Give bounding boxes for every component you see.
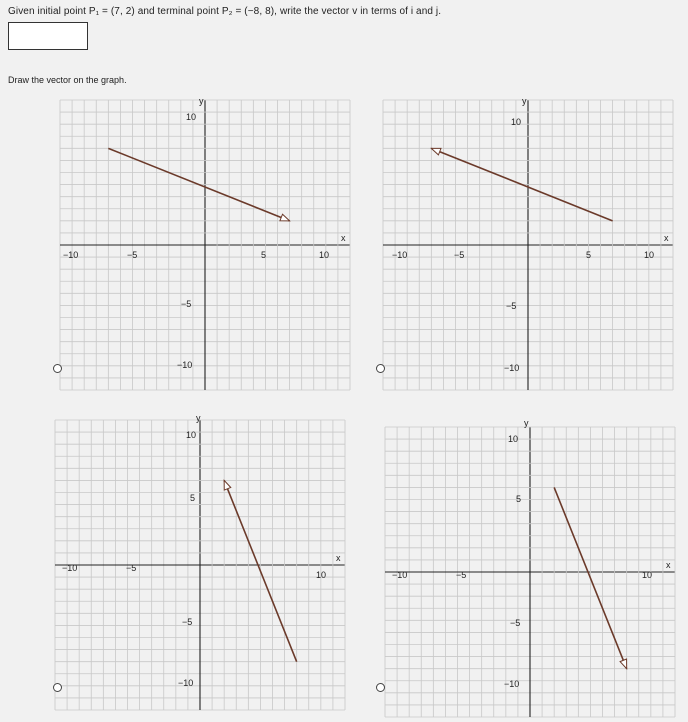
radio-option-c[interactable] xyxy=(53,683,62,692)
y-tick-5: 5 xyxy=(190,493,196,503)
graph-a-svg xyxy=(55,95,355,395)
radio-option-b[interactable] xyxy=(376,364,385,373)
x-tick-10: 10 xyxy=(642,570,653,580)
question-text: Given initial point P₁ = (7, 2) and terminal point P₂ = (−8, 8), write the vector v in terms of i and j. xyxy=(8,6,442,17)
x-tick-neg10: −10 xyxy=(392,570,408,580)
y-axis-label: y xyxy=(522,96,527,106)
graph-c-svg xyxy=(50,415,350,715)
x-tick-10: 10 xyxy=(644,250,655,260)
vector-arrowhead xyxy=(431,148,441,155)
x-tick-10: 10 xyxy=(319,250,330,260)
x-tick-5: 5 xyxy=(586,250,592,260)
y-tick-5: 5 xyxy=(516,494,522,504)
graph-b-svg xyxy=(378,95,678,395)
x-tick-neg5: −5 xyxy=(456,570,467,580)
grid xyxy=(60,100,350,390)
y-tick-neg5: −5 xyxy=(181,299,192,309)
x-tick-neg10: −10 xyxy=(62,563,78,573)
answer-input[interactable] xyxy=(8,22,88,50)
grid xyxy=(385,427,675,717)
radio-option-d[interactable] xyxy=(376,683,385,692)
x-tick-neg10: −10 xyxy=(63,250,79,260)
graph-option-a xyxy=(55,95,355,395)
x-tick-neg5: −5 xyxy=(126,563,137,573)
y-axis-label: y xyxy=(196,413,201,423)
x-tick-5: 5 xyxy=(261,250,267,260)
x-axis-label: x xyxy=(664,233,669,243)
y-axis-label: y xyxy=(524,418,529,428)
y-tick-10: 10 xyxy=(508,434,519,444)
y-tick-neg5: −5 xyxy=(182,617,193,627)
y-axis-label: y xyxy=(199,96,204,106)
y-tick-neg10: −10 xyxy=(504,363,520,373)
x-tick-neg10: −10 xyxy=(392,250,408,260)
graph-option-d xyxy=(380,418,680,722)
y-tick-neg10: −10 xyxy=(178,678,194,688)
y-tick-neg5: −5 xyxy=(506,301,517,311)
x-tick-neg5: −5 xyxy=(454,250,465,260)
grid xyxy=(55,420,345,710)
vector-arrowhead xyxy=(224,480,231,490)
graph-option-b xyxy=(378,95,678,395)
graph-d-svg xyxy=(380,418,680,722)
graph-option-c xyxy=(50,415,350,715)
y-tick-10: 10 xyxy=(186,430,197,440)
vector-arrowhead xyxy=(620,659,627,669)
x-axis-label: x xyxy=(336,553,341,563)
y-tick-neg10: −10 xyxy=(504,679,520,689)
x-tick-10: 10 xyxy=(316,570,327,580)
radio-option-a[interactable] xyxy=(53,364,62,373)
y-tick-neg5: −5 xyxy=(510,618,521,628)
x-axis-label: x xyxy=(666,560,671,570)
y-tick-10: 10 xyxy=(186,112,197,122)
grid xyxy=(383,100,673,390)
y-tick-10: 10 xyxy=(511,117,522,127)
x-tick-neg5: −5 xyxy=(127,250,138,260)
instruction-text: Draw the vector on the graph. xyxy=(8,75,127,85)
y-tick-neg10: −10 xyxy=(177,360,193,370)
vector-arrowhead xyxy=(280,214,290,221)
x-axis-label: x xyxy=(341,233,346,243)
